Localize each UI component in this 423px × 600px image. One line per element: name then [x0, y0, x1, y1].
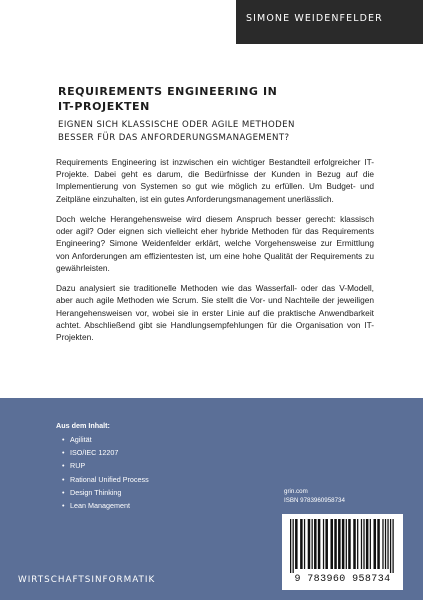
bullet-icon: • [62, 487, 65, 497]
barcode-bar [314, 519, 317, 569]
barcode-bar [312, 519, 313, 569]
barcode-bar [370, 519, 371, 569]
contents-item: • ISO/IEC 12207 [62, 446, 149, 459]
barcode-bar [338, 519, 341, 569]
title-line-1: REQUIREMENTS ENGINEERING IN [58, 85, 278, 98]
barcode-bar [357, 519, 358, 569]
title-line-2: IT-PROJEKTEN [58, 100, 150, 113]
barcode-bar [366, 519, 369, 569]
bullet-icon: • [62, 461, 65, 471]
blurb [56, 156, 374, 351]
barcode-number: 9 783960 958734 [294, 574, 391, 585]
book-title [58, 84, 378, 114]
barcode-bar [361, 519, 362, 569]
contents-item: • Agilität [62, 433, 149, 446]
subtitle-line-1: EIGNEN SICH KLASSISCHE ODER AGILE METHODEN [58, 120, 295, 130]
subtitle-line-2: BESSER FÜR DAS ANFORDERUNGSMANAGEMENT? [58, 132, 290, 143]
isbn-label: ISBN 9783960958734 [284, 496, 345, 504]
barcode-bar [342, 519, 345, 569]
barcode-bar [382, 519, 383, 569]
barcode-bar [390, 519, 391, 573]
bullet-icon: • [62, 435, 65, 444]
barcode-bars [288, 519, 397, 573]
barcode-bar [348, 519, 351, 569]
barcode-bar [318, 519, 321, 569]
barcode-bar [377, 519, 380, 569]
top-band-white [0, 0, 236, 44]
bullet-icon: • [62, 501, 65, 511]
barcode-bar [385, 519, 386, 569]
series-label: WIRTSCHAFTSINFORMATIK [18, 575, 156, 585]
barcode-bar [295, 519, 298, 569]
contents-heading: Aus dem Inhalt: [56, 421, 110, 430]
barcode-bar [330, 519, 333, 569]
publisher-info [284, 488, 345, 505]
contents-item: • Rational Unified Process [62, 473, 149, 486]
book-subtitle [58, 119, 378, 144]
blurb-paragraph-2: Doch welche Herangehensweise wird diesem Anspruch besser gerecht: klassisch oder agil? Oder eignen sich vielleicht eher hybride Methoden für das Requirements Engineering? Simone Weidenfelder erklärt, welche Vorgehensweise zur Ermittlung von Anforderungen am effizientesten ist, um eine hohe Qualität der Requirements zu gewährleisten. [56, 214, 374, 273]
barcode-bar [387, 519, 388, 569]
barcode-bar [304, 519, 305, 569]
author-name: SIMONE WEIDENFELDER [246, 13, 383, 24]
barcode-bar [290, 519, 291, 573]
barcode-bar [325, 519, 328, 569]
contents-item: • RUP [62, 459, 149, 472]
contents-item: • Design Thinking [62, 486, 149, 499]
blurb-paragraph-1: Requirements Engineering ist inzwischen ein wichtiger Bestandteil erfolgreicher IT-Projekte. Dabei geht es darum, die Bedürfnisse der Kunden in Bezug auf die Implementierung von Systemen so gut wie möglich zu erfüllen. Um Budget- und Zeitpläne einzuhalten, ist ein gutes Anforderungsmanagement unerlässlich. [56, 157, 374, 204]
barcode-bar [293, 519, 294, 573]
barcode-bar [373, 519, 376, 569]
publisher-site: grin.com [284, 488, 308, 495]
barcode-bar [308, 519, 311, 569]
barcode-bar [346, 519, 347, 569]
top-band [0, 0, 423, 44]
bullet-icon: • [62, 448, 65, 458]
barcode-bar [392, 519, 393, 573]
barcode-bar [300, 519, 303, 569]
barcode-bar [353, 519, 356, 569]
bullet-icon: • [62, 474, 65, 484]
barcode-bar [323, 519, 324, 569]
barcode-bar [334, 519, 337, 569]
contents-item: • Lean Management [62, 499, 149, 512]
contents-list [62, 433, 149, 512]
barcode [282, 514, 403, 590]
barcode-bar [363, 519, 364, 569]
blurb-paragraph-3: Dazu analysiert sie traditionelle Methoden wie das Wasserfall- oder das V-Modell, aber auch agile Methoden wie Scrum. Sie stellt die Vor- und Nachteile der jeweiligen Herangehensweisen vor, wobei sie in erster Linie auf die praktische Anwendbarkeit achtet. Abschließend gibt sie Handlungsempfehlungen für die Organisation von IT-Projekten. [56, 283, 374, 343]
